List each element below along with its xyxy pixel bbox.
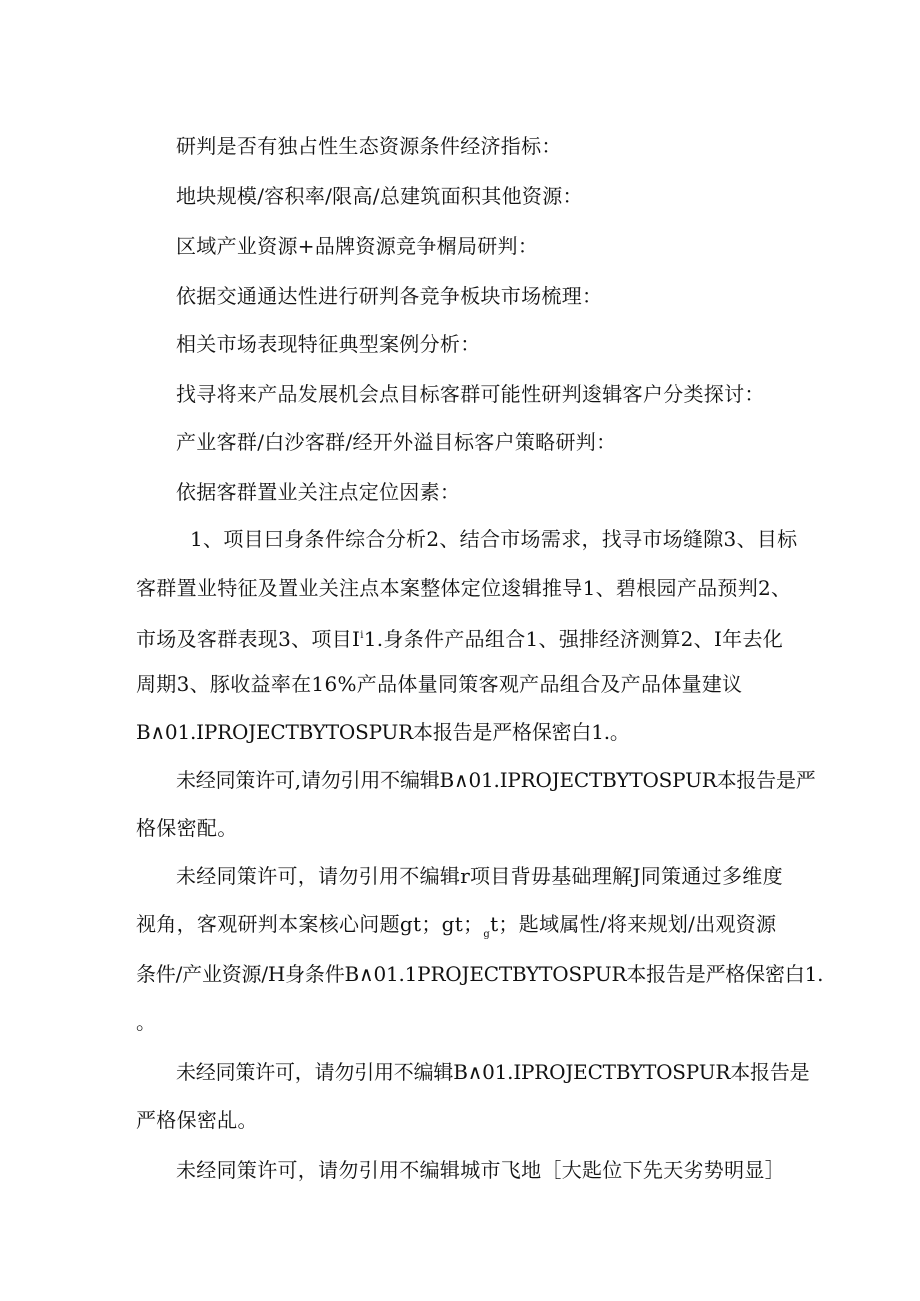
text-line-14: 未经同策许可,请勿引用不编辑B∧01.IPROJECTBYTOSPUR本报告是严 [176,768,816,792]
text-line-3: 区域产业资源+品牌资源竞争榍局研判： [176,234,539,258]
text-line-1: 研判是否有独占性生态资源条件经济指标： [176,134,562,158]
text-line-11 [136,624,783,651]
text-line-20: 未经同策许可，请勿引用不编辑B∧01.IPROJECTBYTOSPUR本报告是 [176,1060,810,1084]
text-line-11-part-b: 1.身条件产品组合1、强排经济测算2、I年去化 [363,627,784,651]
text-line-6: 找寻将来产品发展机会点目标客群可能性研判逡辑客户分类探讨： [176,382,765,406]
text-line-21: 严格保密乩。 [136,1108,258,1132]
text-line-12: 周期3、豚收益率在16%产品体量同策客观产品组合及产品体量建议 [136,672,743,696]
text-line-2: 地块规模/容积率/限高/总建筑面积其他资源： [176,184,583,208]
text-line-22: 未经同策许可，请勿引用不编辑城市飞地［大匙位下先天劣势明显］ [176,1158,785,1182]
text-line-17-part-a: 视角，客观研判本案核心问题gt；gt； [136,912,484,936]
text-line-17-subscript: g [483,929,491,940]
text-line-13: B∧01.IPROJECTBYTOSPUR本报告是严格保密白1.。 [136,720,630,744]
text-line-7: 产业客群/白沙客群/经开外溢目标客户策略研判： [176,430,617,454]
text-line-4: 依据交通通达性进行研判各竞争板块市场梳理： [176,284,603,308]
text-line-5: 相关市场表现特征典型案例分析： [176,332,481,356]
text-line-10: 客群置业特征及置业关注点本案整体定位逡辑推导1、碧根园产品预判2、 [136,576,792,600]
text-line-18: 条件/产业资源/H身条件B∧01.1PROJECTBYTOSPUR本报告是严格保密白1. [136,962,824,986]
text-line-9: 1、项目曰身条件综合分析2、结合市场需求，找寻市场缝隙3、目标 [190,527,798,551]
text-line-11-part-a: 市场及客群表现3、项目I [136,627,361,651]
text-line-15: 格保密配。 [136,816,238,840]
text-line-17 [136,912,776,947]
text-line-19: 。 [136,1010,157,1034]
text-line-17-part-b: t；匙域属性/将来规划/出观资源 [490,912,777,936]
text-line-11-superscript: i [360,630,364,641]
text-line-8: 依据客群置业关注点定位因素： [176,480,461,504]
text-line-16: 未经同策许可，请勿引用不编辑r项目背毋基础理解J同策通过多维度 [176,864,783,888]
